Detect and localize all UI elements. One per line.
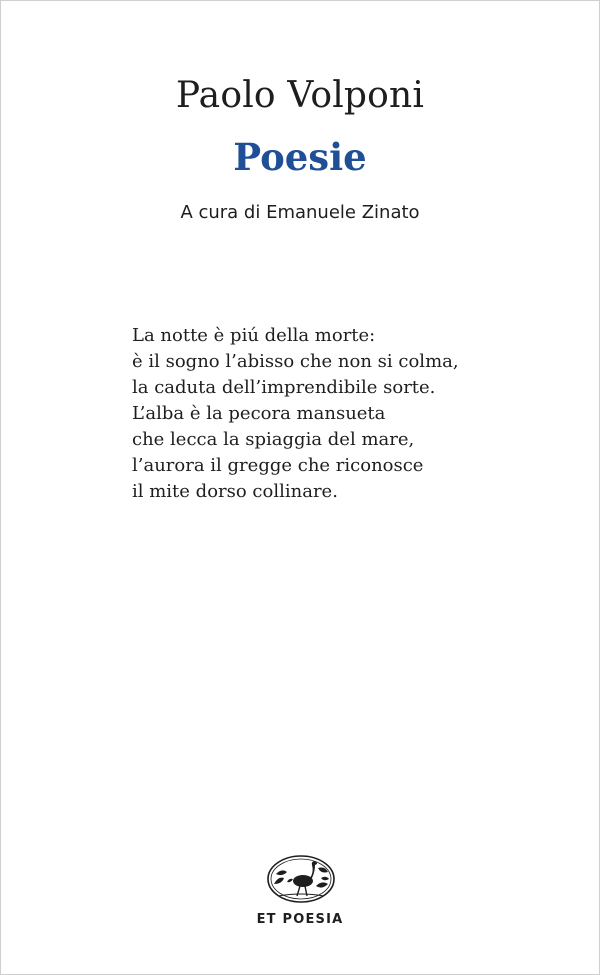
poem-excerpt — [132, 323, 459, 505]
poem-line: è il sogno l’abisso che non si colma, — [132, 351, 459, 372]
editor-credit: A cura di Emanuele Zinato — [180, 202, 420, 223]
poem-line: L’alba è la pecora mansueta — [132, 403, 386, 424]
book-title: Poesie — [233, 135, 367, 179]
poem-line: il mite dorso collinare. — [132, 481, 338, 502]
poem-line: l’aurora il gregge che riconosce — [132, 455, 424, 476]
einaudi-ostrich-emblem-icon — [266, 854, 336, 904]
author-name: Paolo Volponi — [175, 75, 425, 116]
series-name: ET POESIA — [256, 912, 344, 927]
poem-line: La notte è piú della morte: — [132, 325, 376, 346]
poem-line: la caduta dell’imprendibile sorte. — [132, 377, 436, 398]
poem-line: che lecca la spiaggia del mare, — [132, 429, 415, 450]
